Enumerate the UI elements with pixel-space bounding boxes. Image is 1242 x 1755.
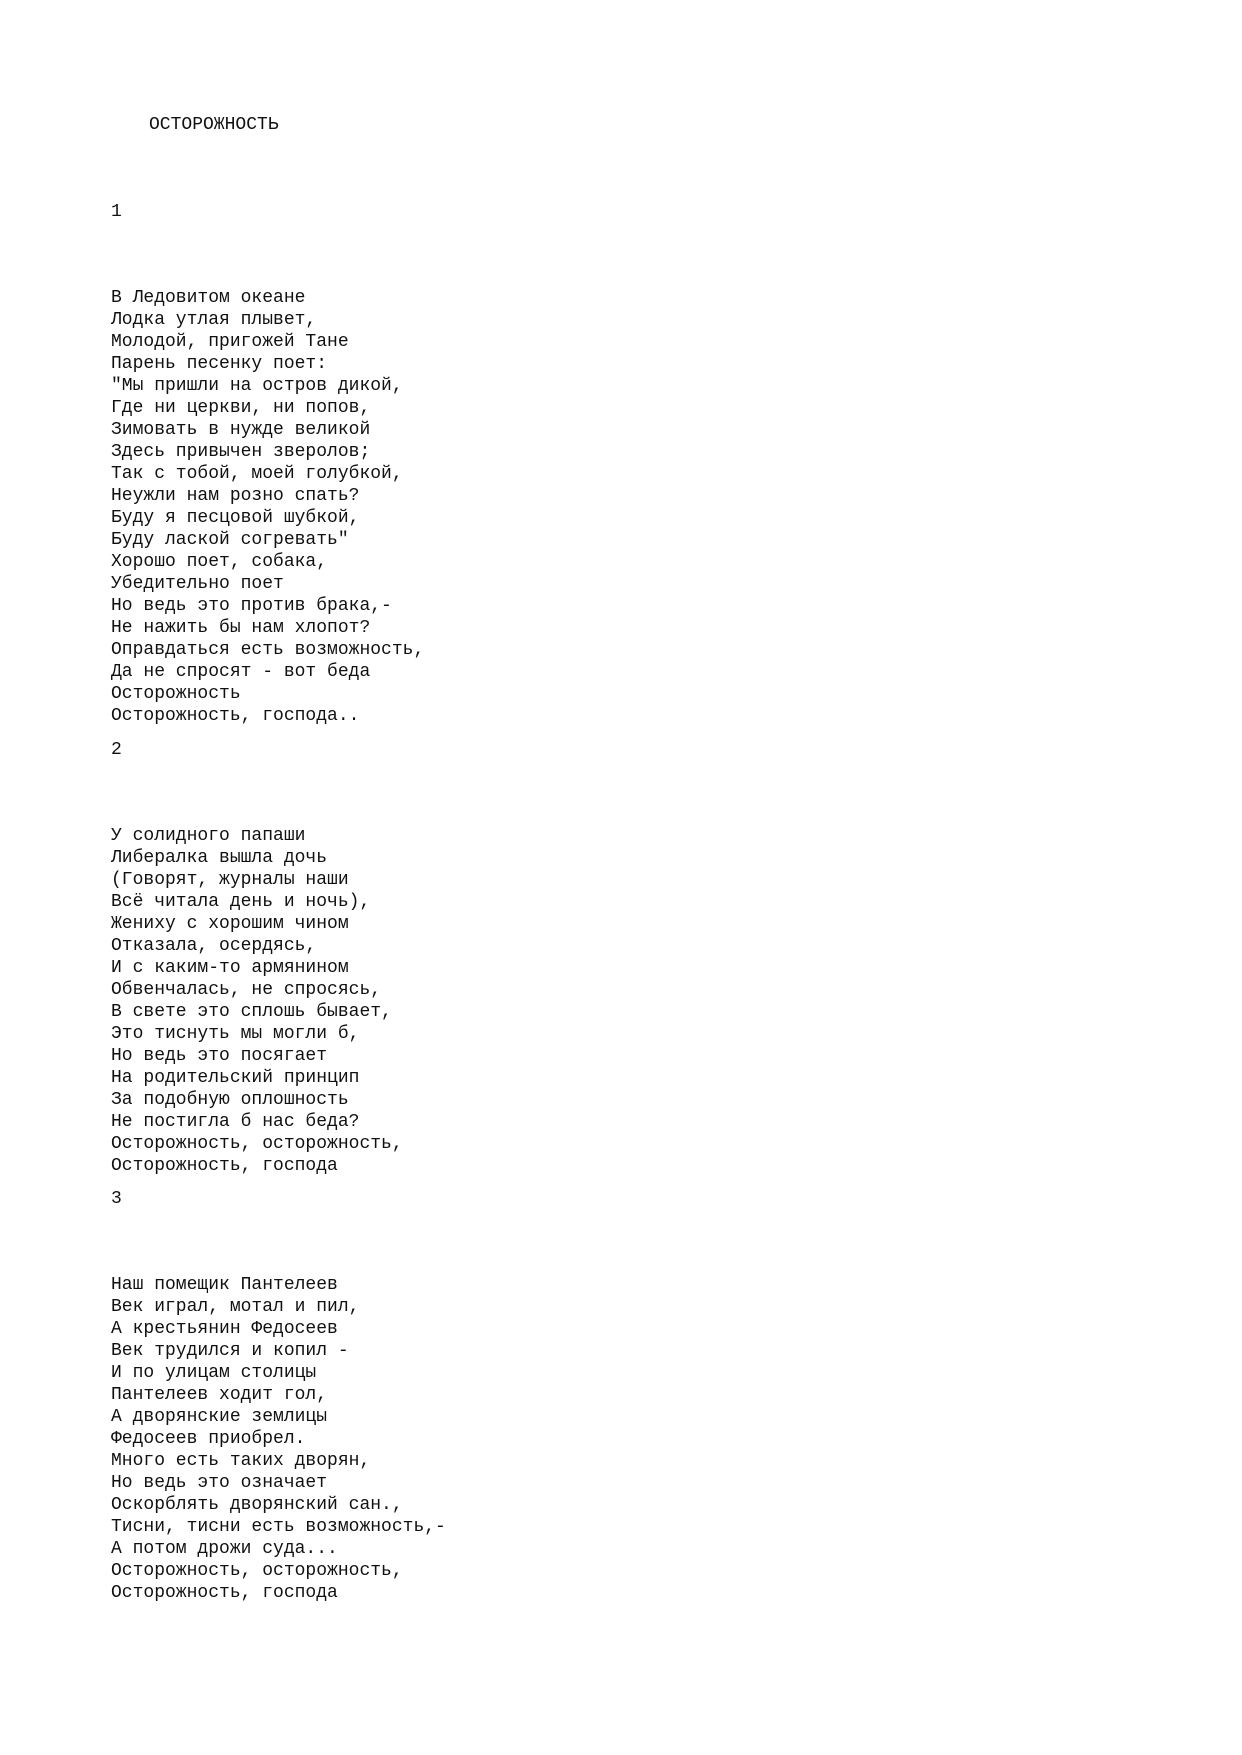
poem-line: Убедительно поет bbox=[111, 574, 284, 594]
poem-line: Наш помещик Пантелеев bbox=[111, 1275, 338, 1295]
poem-line: Осторожность, господа bbox=[111, 1156, 338, 1176]
poem-line: Осторожность, осторожность, bbox=[111, 1561, 403, 1581]
poem-line: Осторожность, осторожность, bbox=[111, 1134, 403, 1154]
poem-line: Оправдаться есть возможность, bbox=[111, 640, 425, 660]
poem-line: А крестьянин Федосеев bbox=[111, 1319, 338, 1339]
poem-line: Много есть таких дворян, bbox=[111, 1451, 371, 1471]
stanza-3 bbox=[111, 1274, 446, 1604]
section-number-2: 2 bbox=[111, 740, 122, 760]
poem-line: И с каким-то армянином bbox=[111, 958, 349, 978]
poem-line: Жениху с хорошим чином bbox=[111, 914, 349, 934]
poem-line: В свете это сплошь бывает, bbox=[111, 1002, 392, 1022]
poem-line: Это тиснуть мы могли б, bbox=[111, 1024, 360, 1044]
poem-line: Осторожность, господа.. bbox=[111, 706, 360, 726]
poem-line: Не нажить бы нам хлопот? bbox=[111, 618, 371, 638]
poem-line: Век трудился и копил - bbox=[111, 1341, 349, 1361]
poem-line: Молодой, пригожей Тане bbox=[111, 332, 349, 352]
poem-line: Буду лаской согревать" bbox=[111, 530, 349, 550]
poem-line: Где ни церкви, ни попов, bbox=[111, 398, 371, 418]
poem-line: Отказала, осердясь, bbox=[111, 936, 317, 956]
poem-line: Неужли нам розно спать? bbox=[111, 486, 360, 506]
poem-line: У солидного папаши bbox=[111, 826, 306, 846]
poem-line: Тисни, тисни есть возможность,- bbox=[111, 1517, 446, 1537]
poem-line: Осторожность bbox=[111, 684, 241, 704]
poem-line: Либералка вышла дочь bbox=[111, 848, 328, 868]
poem-line: Да не спросят - вот беда bbox=[111, 662, 371, 682]
poem-line: На родительский принцип bbox=[111, 1068, 360, 1088]
poem-line: Здесь привычен зверолов; bbox=[111, 442, 371, 462]
poem-line: И по улицам столицы bbox=[111, 1363, 317, 1383]
poem-line: Оскорблять дворянский сан., bbox=[111, 1495, 403, 1515]
poem-line: Не постигла б нас беда? bbox=[111, 1112, 360, 1132]
stanza-2 bbox=[111, 825, 403, 1177]
poem-line: Парень песенку поет: bbox=[111, 354, 328, 374]
poem-line: А потом дрожи суда... bbox=[111, 1539, 338, 1559]
poem-line: Но ведь это означает bbox=[111, 1473, 328, 1493]
poem-line: А дворянские землицы bbox=[111, 1407, 328, 1427]
poem-line: Век играл, мотал и пил, bbox=[111, 1297, 360, 1317]
poem-line: Пантелеев ходит гол, bbox=[111, 1385, 328, 1405]
poem-line: "Мы пришли на остров дикой, bbox=[111, 376, 403, 396]
poem-line: Но ведь это посягает bbox=[111, 1046, 328, 1066]
poem-line: Буду я песцовой шубкой, bbox=[111, 508, 360, 528]
poem-line: Хорошо поет, собака, bbox=[111, 552, 328, 572]
section-number-1: 1 bbox=[111, 202, 122, 222]
poem-line: В Ледовитом океане bbox=[111, 288, 306, 308]
poem-line: (Говорят, журналы наши bbox=[111, 870, 349, 890]
stanza-1 bbox=[111, 287, 424, 727]
poem-line: Федосеев приобрел. bbox=[111, 1429, 306, 1449]
poem-line: Осторожность, господа bbox=[111, 1583, 338, 1603]
poem-line: Лодка утлая плывет, bbox=[111, 310, 317, 330]
poem-title: ОСТОРОЖНОСТЬ bbox=[149, 115, 279, 135]
poem-line: Зимовать в нужде великой bbox=[111, 420, 371, 440]
poem-line: За подобную оплошность bbox=[111, 1090, 349, 1110]
section-number-3: 3 bbox=[111, 1189, 122, 1209]
poem-line: Всё читала день и ночь), bbox=[111, 892, 371, 912]
poem-line: Так с тобой, моей голубкой, bbox=[111, 464, 403, 484]
poem-line: Обвенчалась, не спросясь, bbox=[111, 980, 382, 1000]
poem-line: Но ведь это против брака,- bbox=[111, 596, 392, 616]
